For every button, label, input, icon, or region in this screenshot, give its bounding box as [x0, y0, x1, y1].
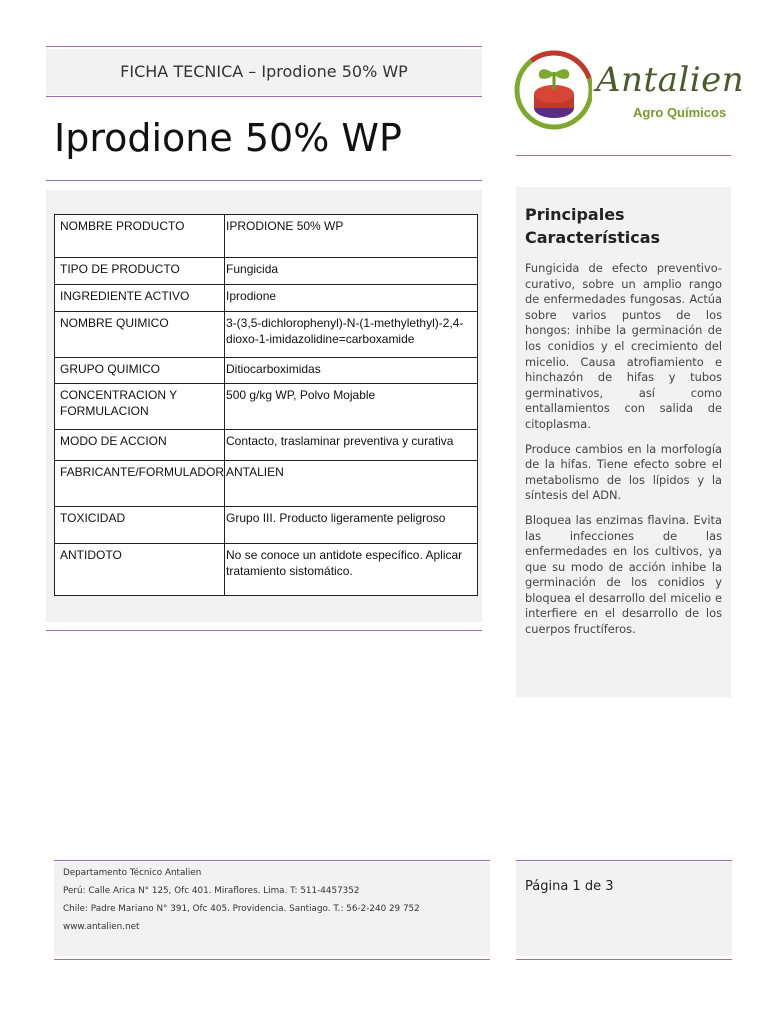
table-cell-value: Fungicida — [225, 258, 478, 285]
table-row — [55, 285, 478, 312]
footer-right-bottom-rule — [516, 959, 732, 960]
table-cell-label: TIPO DE PRODUCTO — [55, 258, 225, 285]
logo-underline — [516, 155, 731, 156]
table-cell-label: FABRICANTE/FORMULADOR — [55, 461, 225, 507]
table-cell-label: TOXICIDAD — [55, 507, 225, 544]
table-row — [55, 430, 478, 461]
footer-website-link[interactable]: www.antalien.net — [63, 922, 140, 932]
footer-left-bottom-rule — [54, 959, 490, 960]
table-row — [55, 358, 478, 384]
table-row — [55, 461, 478, 507]
table-row — [55, 384, 478, 430]
table-cell-value: No se conoce un antidote específico. Aplicar tratamiento sistomático. — [225, 544, 478, 596]
page-number: Página 1 de 3 — [525, 879, 614, 894]
table-row — [55, 215, 478, 258]
characteristics-paragraph: Produce cambios en la morfología de la hifas. Tiene efecto sobre el metabolismo de los lípidos y la síntesis del ADN. — [525, 441, 722, 503]
table-row — [55, 507, 478, 544]
footer-department: Departamento Técnico Antalien — [63, 868, 202, 878]
table-cell-value: IPRODIONE 50% WP — [225, 215, 478, 258]
footer-contact-block — [54, 862, 490, 956]
table-row — [55, 312, 478, 358]
company-logo — [512, 42, 745, 138]
logo-subtitle: Agro Químicos — [633, 105, 727, 120]
spec-table — [54, 214, 478, 596]
table-row — [55, 258, 478, 285]
characteristics-title: Principales Características — [525, 205, 661, 247]
title-underline — [46, 180, 482, 181]
footer-page-block — [516, 862, 732, 956]
table-cell-label: ANTIDOTO — [55, 544, 225, 596]
table-cell-value: Contacto, traslaminar preventiva y curativa — [225, 430, 478, 461]
top-rule-left — [46, 46, 482, 47]
characteristics-paragraph: Bloquea las enzimas flavina. Evita las infecciones de las enfermedades en los cultivos, ya que su modo de acción inhibe la germinación de los conidios y bloquea el desarrollo del micelio e interfiere en el desarrollo de los cuerpos fructíferos. — [525, 512, 722, 637]
table-cell-label: NOMBRE QUIMICO — [55, 312, 225, 358]
table-row — [55, 544, 478, 596]
header-underline — [46, 96, 482, 97]
table-cell-value: Grupo III. Producto ligeramente peligroso — [225, 507, 478, 544]
table-cell-label: GRUPO QUIMICO — [55, 358, 225, 384]
header-bar-title: FICHA TECNICA – Iprodione 50% WP — [120, 62, 408, 81]
page-title: Iprodione 50% WP — [54, 116, 402, 160]
footer-right-top-rule — [516, 860, 732, 861]
table-cell-value: Ditiocarboximidas — [225, 358, 478, 384]
footer-peru-address: Perú: Calle Arica N° 125, Ofc 401. Miraflores. Lima. T: 511-4457352 — [63, 886, 360, 896]
footer-chile-address: Chile: Padre Mariano N° 391, Ofc 405. Providencia. Santiago. T.: 56-2-240 29 752 — [63, 904, 420, 914]
table-cell-label: MODO DE ACCION — [55, 430, 225, 461]
table-bottom-rule — [46, 630, 482, 631]
table-cell-value: 500 g/kg WP, Polvo Mojable — [225, 384, 478, 430]
table-cell-label: INGREDIENTE ACTIVO — [55, 285, 225, 312]
table-cell-value: ANTALIEN — [225, 461, 478, 507]
table-cell-label: NOMBRE PRODUCTO — [55, 215, 225, 258]
header-bar — [46, 49, 482, 95]
characteristics-text — [525, 261, 722, 647]
table-cell-value: 3-(3,5-dichlorophenyl)-N-(1-methylethyl)-2,4-dioxo-1-imidazolidine=carboxamide — [225, 312, 478, 358]
table-cell-label: CONCENTRACION Y FORMULACION — [55, 384, 225, 430]
footer-left-top-rule — [54, 860, 490, 861]
characteristics-paragraph: Fungicida de efecto preventivo-curativo, sobre un amplio rango de enfermedades fungosas. Actúa sobre varios puntos de los hongos: inhibe la germinación de los conidios y el crecimiento del micelio. Causa atrofiamiento e hinchazón de hifas y tubos germinativos, así como entallamientos con salida de citoplasma. — [525, 261, 722, 431]
logo-wordmark: Antalien — [596, 60, 745, 100]
logo-emblem-icon — [512, 42, 592, 138]
table-cell-value: Iprodione — [225, 285, 478, 312]
